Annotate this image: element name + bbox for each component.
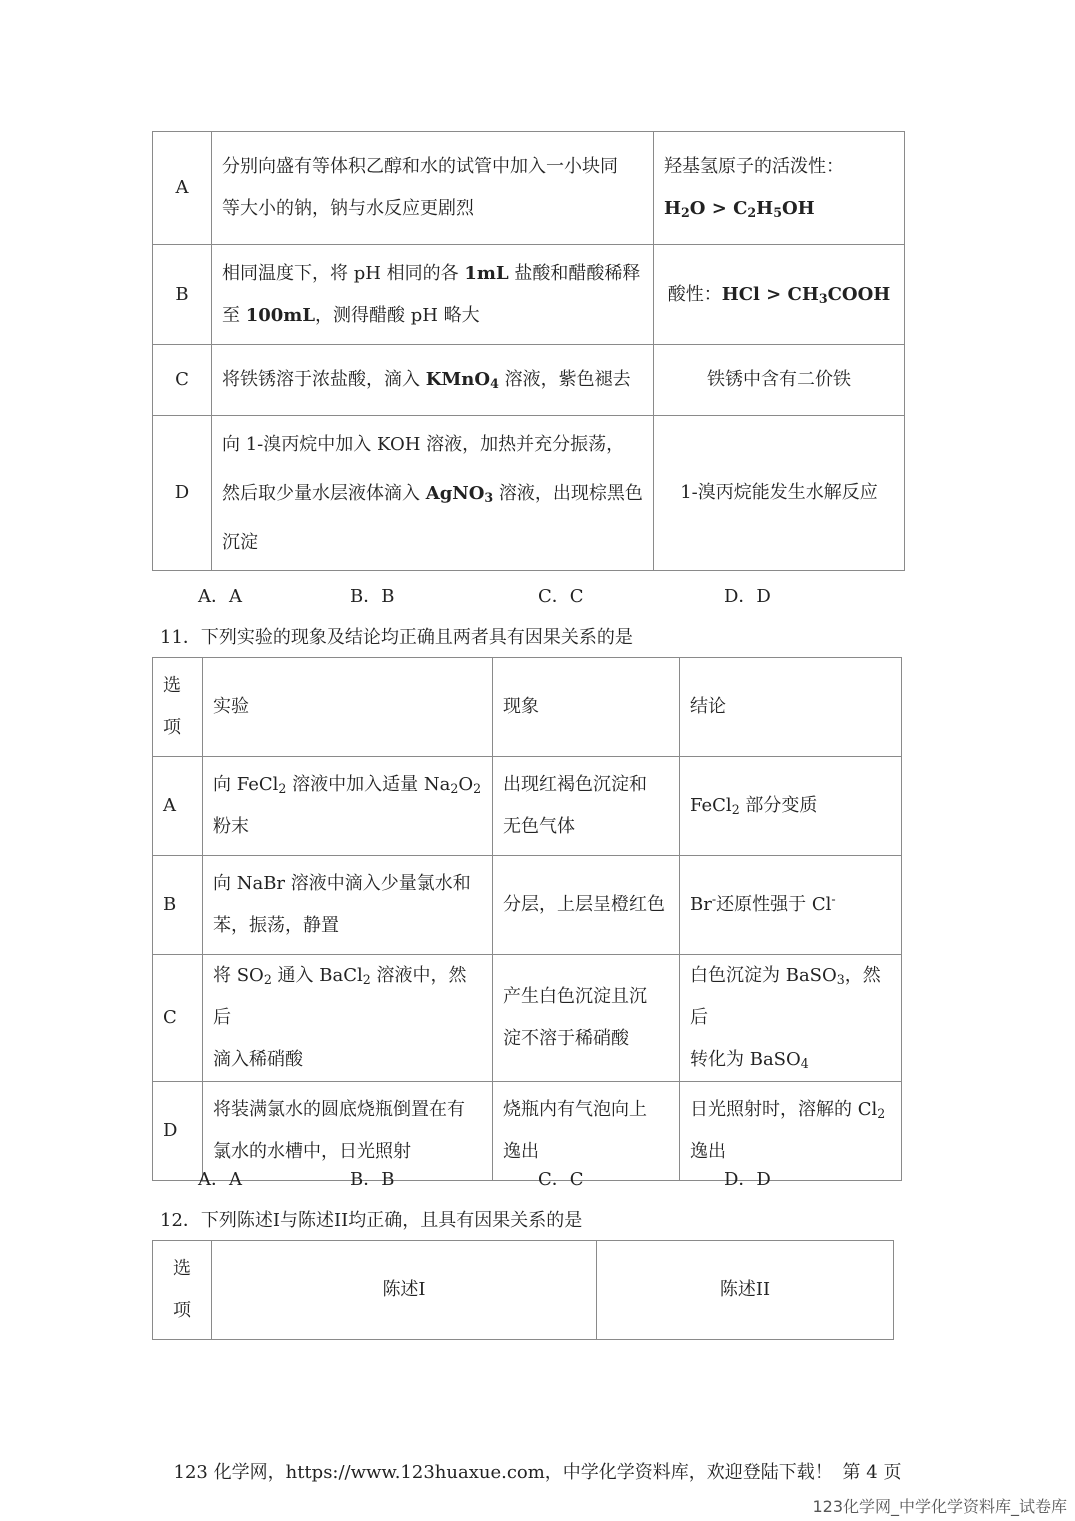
option-cell: C [153,345,212,416]
conclusion-cell: FeCl$_2$ 部分变质 [680,757,902,856]
conclusion-cell: 铁锈中含有二价铁 [654,345,905,416]
q10-table [152,131,905,571]
experiment-line: 分别向盛有等体积乙醇和水的试管中加入一小块同 [222,156,618,177]
page-footer [0,1458,1075,1484]
experiment-cell [212,416,654,571]
option-cell: A [153,132,212,245]
experiment-cell: 向 FeCl$_2$ 溶液中加入适量 $Na_2O_2$ 粉末 [203,757,493,856]
phenomenon-cell: 出现红褐色沉淀和 无色气体 [493,757,680,856]
table-row [153,856,902,955]
header-experiment: 实验 [203,658,493,757]
option-cell: A [153,757,203,856]
phenomenon-cell: 分层，上层呈橙红色 [493,856,680,955]
option-cell: B [153,856,203,955]
chem-formula: $H_2O > C_2H_5OH$ [664,198,815,221]
option-cell: D [153,1082,203,1181]
option-cell: B [153,245,212,345]
q11-table [152,657,902,1181]
table-header-row [153,658,902,757]
q11-choices [198,1165,918,1189]
choice-b[interactable]: B．B [350,1169,395,1190]
experiment-line: 相同温度下，将 pH 相同的各 1mL 盐酸和醋酸稀释 [222,262,641,284]
experiment-line: 然后取少量水层液体滴入 AgNO$_3$ 溶液，出现棕黑色 [222,482,643,505]
conclusion-cell: 酸性：HCl > $CH_3COOH$ [654,245,905,345]
experiment-cell [212,245,654,345]
header-option: 选 项 [153,658,203,757]
experiment-cell [212,132,654,245]
header-statement-1: 陈述I [212,1241,597,1340]
table-row [153,345,905,416]
phenomenon-cell: 烧瓶内有气泡向上 逸出 [493,1082,680,1181]
experiment-line: 等大小的钠，钠与水反应更剧烈 [222,198,474,219]
conclusion-cell: 日光照射时，溶解的 $Cl_2$ 逸出 [680,1082,902,1181]
table-row [153,245,905,345]
choice-d[interactable]: D．D [724,586,771,607]
experiment-line: 沉淀 [222,531,258,553]
conclusion-cell: 1-溴丙烷能发生水解反应 [654,416,905,571]
table-row [153,132,905,245]
choice-d[interactable]: D．D [724,1169,771,1190]
experiment-line: 至 100mL，测得醋酸 pH 略大 [222,304,480,326]
experiment-cell: 将装满氯水的圆底烧瓶倒置在有 氯水的水槽中，日光照射 [203,1082,493,1181]
conclusion-cell: Br-还原性强于 Cl- [680,856,902,955]
q12-table [152,1240,894,1340]
phenomenon-cell: 产生白色沉淀且沉 淀不溶于稀硝酸 [493,955,680,1082]
experiment-line: 向 1-溴丙烷中加入 KOH 溶液，加热并充分振荡， [222,433,625,455]
header-conclusion: 结论 [680,658,902,757]
question-11-title: 11．下列实验的现象及结论均正确且两者具有因果关系的是 [160,627,633,648]
question-12-title: 12．下列陈述I与陈述II均正确，且具有因果关系的是 [160,1210,583,1231]
experiment-cell: 向 NaBr 溶液中滴入少量氯水和 苯，振荡，静置 [203,856,493,955]
choice-a[interactable]: A．A [198,1169,242,1190]
table-row [153,416,905,571]
table-row [153,757,902,856]
option-cell: D [153,416,212,571]
footer-text: 123 化学网，https://www.123huaxue.com，中学化学资料库，欢迎登陆下载！ [173,1462,833,1483]
header-phenomenon: 现象 [493,658,680,757]
choice-c[interactable]: C．C [538,586,584,607]
table-header-row [153,1241,894,1340]
header-option: 选 项 [153,1241,212,1340]
experiment-cell: 将铁锈溶于浓盐酸，滴入 KMnO$_4$ 溶液，紫色褪去 [212,345,654,416]
experiment-cell: 将 $SO_2$ 通入 BaCl$_2$ 溶液中，然后 滴入稀硝酸 [203,955,493,1082]
choice-b[interactable]: B．B [350,586,395,607]
option-cell: C [153,955,203,1082]
conclusion-cell [654,132,905,245]
choice-a[interactable]: A．A [198,586,242,607]
choice-c[interactable]: C．C [538,1169,584,1190]
page-number: 第 4 页 [842,1462,902,1483]
header-statement-2: 陈述II [597,1241,894,1340]
conclusion-cell: 白色沉淀为 BaSO$_3$，然后 转化为 BaSO$_4$ [680,955,902,1082]
watermark: 123化学网_中学化学资料库_试卷库 [812,1497,1067,1516]
q10-choices [198,582,918,606]
conclusion-text: 羟基氢原子的活泼性： [664,156,844,177]
table-row [153,955,902,1082]
